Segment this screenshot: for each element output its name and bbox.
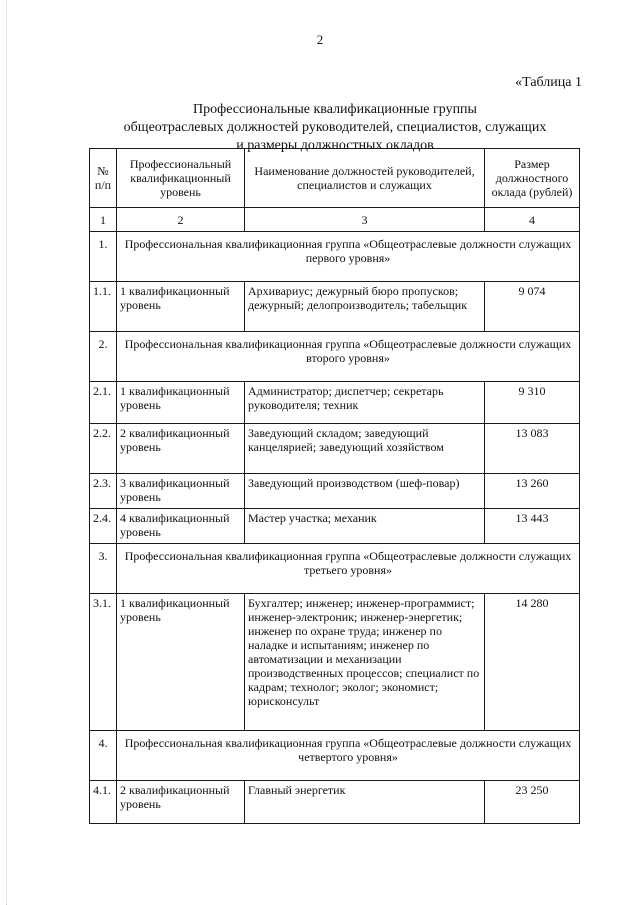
- row-level: 1 квалификационный уровень: [117, 594, 245, 731]
- row-salary: 13 443: [485, 509, 580, 544]
- table-header-row: [90, 149, 580, 208]
- row-positions: Администратор; диспетчер; секретарь руководителя; техник: [245, 382, 485, 424]
- title-line-3: и размеры должностных окладов: [236, 138, 434, 153]
- header-cell-level: Профессиональный квалификационный уровень: [117, 149, 245, 208]
- title-line-1: Профессиональные квалификационные группы: [193, 102, 477, 117]
- row-salary: 9 310: [485, 382, 580, 424]
- row-salary: 13 083: [485, 424, 580, 474]
- table-row: [90, 474, 580, 509]
- row-number: 2.4.: [90, 509, 117, 544]
- group-row: [90, 731, 580, 781]
- group-title: Профессиональная квалификационная группа «Общеотраслевые должности служащих третьего уровня»: [117, 544, 580, 594]
- column-number-cell: 4: [485, 208, 580, 232]
- row-salary: 9 074: [485, 282, 580, 332]
- row-positions: Бухгалтер; инженер; инженер-программист; инженер-электроник; инженер-энергетик; инженер по охране труда; инженер по наладке и испытаниям; инженер по автоматизации и механизации производственных процессов; специалист по кадрам; технолог; эколог; экономист; юрисконсульт: [245, 594, 485, 731]
- row-number: 4.1.: [90, 781, 117, 824]
- table-row: [90, 781, 580, 824]
- title-line-2: общеотраслевых должностей руководителей, специалистов, служащих: [123, 120, 547, 135]
- group-row: [90, 332, 580, 382]
- column-number-cell: 2: [117, 208, 245, 232]
- row-number: 2.2.: [90, 424, 117, 474]
- table-row: [90, 382, 580, 424]
- row-level: 4 квалификационный уровень: [117, 509, 245, 544]
- table-row: [90, 509, 580, 544]
- row-level: 2 квалификационный уровень: [117, 781, 245, 824]
- row-number: 1.1.: [90, 282, 117, 332]
- row-salary: 13 260: [485, 474, 580, 509]
- row-level: 1 квалификационный уровень: [117, 382, 245, 424]
- row-salary: 14 280: [485, 594, 580, 731]
- group-title: Профессиональная квалификационная группа «Общеотраслевые должности служащих второго уровня»: [117, 332, 580, 382]
- header-cell-salary: Размер должностного оклада (рублей): [485, 149, 580, 208]
- group-row: [90, 544, 580, 594]
- row-positions: Главный энергетик: [245, 781, 485, 824]
- row-positions: Заведующий складом; заведующий канцелярией; заведующий хозяйством: [245, 424, 485, 474]
- row-level: 3 квалификационный уровень: [117, 474, 245, 509]
- table-row: [90, 282, 580, 332]
- group-number: 4.: [90, 731, 117, 781]
- column-number-row: [90, 208, 580, 232]
- column-number-cell: 3: [245, 208, 485, 232]
- group-number: 1.: [90, 232, 117, 282]
- row-salary: 23 250: [485, 781, 580, 824]
- table-row: [90, 424, 580, 474]
- group-number: 2.: [90, 332, 117, 382]
- row-positions: Мастер участка; механик: [245, 509, 485, 544]
- document-title: [95, 101, 575, 155]
- table-tag: «Таблица 1: [515, 75, 582, 90]
- row-positions: Заведующий производством (шеф-повар): [245, 474, 485, 509]
- qualification-groups-table: [89, 148, 580, 824]
- table-row: [90, 594, 580, 731]
- group-number: 3.: [90, 544, 117, 594]
- group-title: Профессиональная квалификационная группа «Общеотраслевые должности служащих четвертого уровня»: [117, 731, 580, 781]
- group-title: Профессиональная квалификационная группа «Общеотраслевые должности служащих первого уровня»: [117, 232, 580, 282]
- header-cell-positions: Наименование должностей руководителей, специалистов и служащих: [245, 149, 485, 208]
- column-number-cell: 1: [90, 208, 117, 232]
- row-number: 2.1.: [90, 382, 117, 424]
- row-positions: Архивариус; дежурный бюро пропусков; дежурный; делопроизводитель; табельщик: [245, 282, 485, 332]
- group-row: [90, 232, 580, 282]
- row-level: 2 квалификационный уровень: [117, 424, 245, 474]
- row-number: 2.3.: [90, 474, 117, 509]
- header-cell-number: № п/п: [90, 149, 117, 208]
- row-number: 3.1.: [90, 594, 117, 731]
- binding-margin: [6, 0, 8, 905]
- page-number: 2: [316, 32, 324, 47]
- row-level: 1 квалификационный уровень: [117, 282, 245, 332]
